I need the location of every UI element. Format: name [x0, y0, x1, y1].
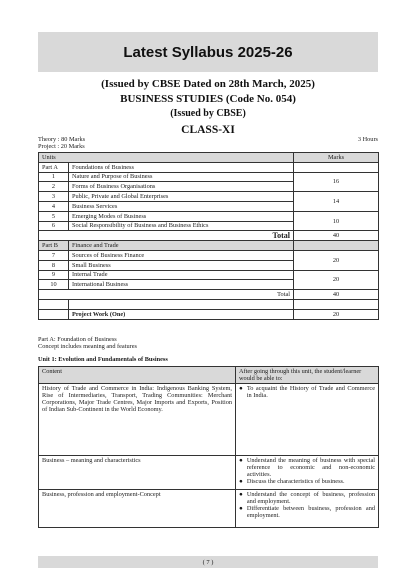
project-row [39, 309, 379, 319]
table-row: 6 Social Responsibility of Business and Business Ethics [39, 221, 379, 231]
bullet-icon: ● [239, 385, 243, 392]
table-header-row [39, 367, 379, 384]
subject-title: BUSINESS STUDIES (Code No. 054) [120, 93, 296, 105]
table-row [39, 456, 379, 490]
total-b-value: 40 [294, 290, 379, 300]
total-row-a [39, 231, 379, 241]
table-header-row [39, 153, 379, 163]
page-footer [38, 556, 378, 568]
outcome-cell [236, 490, 379, 528]
header-marks: Marks [294, 153, 379, 163]
content-cell: Business – meaning and characteristics [39, 456, 236, 490]
unit1-heading: Unit 1: Evolution and Fundamentals of Business [38, 356, 168, 363]
theory-marks: Theory : 80 Marks [38, 136, 86, 143]
total-label: Total [39, 231, 294, 241]
marks-distribution-table [38, 152, 379, 320]
bullet-icon: ● [239, 457, 243, 464]
issued-by-line: (Issued by CBSE) [170, 108, 246, 119]
header-content: Content [39, 367, 236, 384]
table-row [39, 384, 379, 456]
table-row: 2 Forms of Business Organisations [39, 182, 379, 192]
part-b-label: Part B [39, 241, 69, 251]
table-row: 7 Sources of Business Finance 20 [39, 250, 379, 260]
outcome-cell [236, 384, 379, 456]
total-label: Total [39, 290, 294, 300]
list-item: ● Discuss the characteristics of business. [239, 478, 345, 485]
table-row: 4 Business Services [39, 201, 379, 211]
page-number: ( 7 ) [202, 558, 214, 566]
total-row-b [39, 290, 379, 300]
table-row: 1 Nature and Purpose of Business 16 [39, 172, 379, 182]
table-row: 8 Small Business [39, 260, 379, 270]
spacer-row [39, 299, 379, 309]
bullet-icon: ● [239, 478, 243, 485]
table-row: 5 Emerging Modes of Business 10 [39, 211, 379, 221]
issued-date-line: (Issued by CBSE Dated on 28th March, 2025) [101, 78, 315, 90]
banner-title: Latest Syllabus 2025-26 [123, 43, 293, 61]
marks-info [38, 136, 85, 150]
part-b-row [39, 241, 379, 251]
part-b-title: Finance and Trade [69, 241, 294, 251]
list-item: ● Understand the meaning of business with special reference to economic and non-economic activities. [239, 457, 375, 478]
marks-cell: 20 [294, 270, 379, 290]
content-cell: History of Trade and Commerce in India: Indigenous Banking System, Rise of Intermediaries, Transport, Trading Communities: Merchant Corporations, Major Trade Centres, Major Imports and Exports, Position of Indian Sub-Continent in the World Economy. [39, 384, 236, 456]
list-item: ● Differentiate between business, profession and employment. [239, 505, 375, 519]
list-item: ● Understand the concept of business, profession and employment. [239, 491, 375, 505]
part-a-title: Foundations of Business [69, 162, 294, 172]
duration: 3 Hours [357, 136, 378, 143]
project-value: 20 [294, 309, 379, 319]
total-a-value: 40 [294, 231, 379, 241]
marks-cell: 14 [294, 192, 379, 212]
bullet-icon: ● [239, 505, 243, 512]
outcome-cell [236, 456, 379, 490]
part-a-label: Part A [39, 162, 69, 172]
marks-cell: 16 [294, 172, 379, 192]
table-row: 9 Internal Trade 20 [39, 270, 379, 280]
part-a-row [39, 162, 379, 172]
header-units: Units [39, 153, 294, 163]
table-row: 3 Public, Private and Global Enterprises 14 [39, 192, 379, 202]
project-marks: Project : 20 Marks [38, 143, 85, 150]
syllabus-banner [38, 32, 378, 72]
table-row: 10 International Business [39, 280, 379, 290]
class-title: CLASS-XI [181, 124, 235, 136]
part-a-heading: Part A: Foundation of Business [38, 336, 117, 343]
unit-outcomes-table [38, 366, 379, 528]
table-row [39, 490, 379, 528]
part-a-description: Concept includes meaning and features [38, 343, 137, 350]
content-cell: Business, profession and employment-Concept [39, 490, 236, 528]
list-item: ● To acquaint the History of Trade and Commerce in India. [239, 385, 375, 399]
bullet-icon: ● [239, 491, 243, 498]
marks-cell: 10 [294, 211, 379, 231]
project-label: Project Work (One) [69, 309, 294, 319]
marks-cell: 20 [294, 250, 379, 270]
header-outcome: After going through this unit, the student/learner would be able to: [236, 367, 379, 384]
